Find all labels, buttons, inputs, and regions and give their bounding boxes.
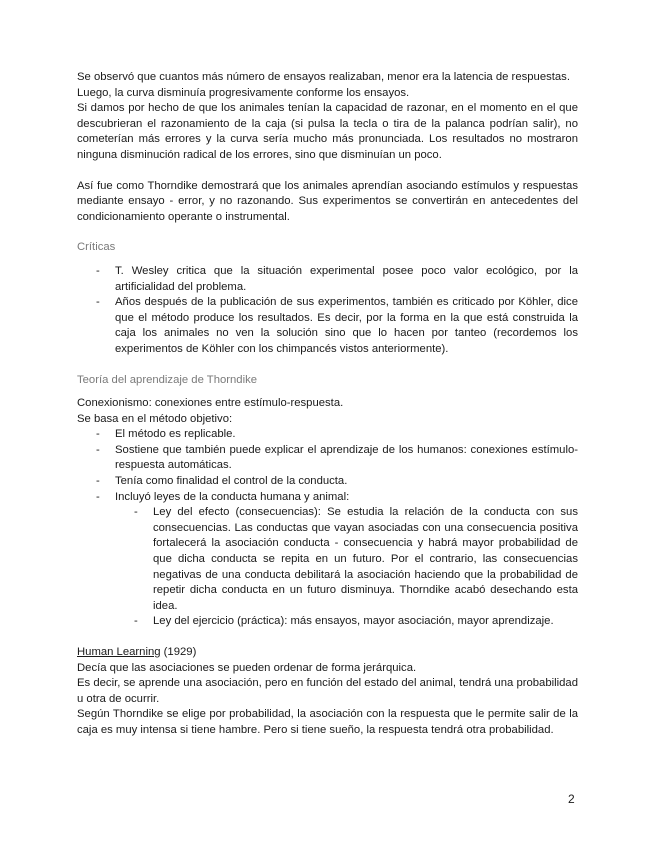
list-item: - El método es replicable.	[77, 427, 578, 443]
list-item-text: Incluyó leyes de la conducta humana y animal:	[115, 490, 350, 503]
sublist-item: - Ley del efecto (consecuencias): Se estudia la relación de la conducta con sus consecuencias. Las conductas que vayan asociadas con una consecuencia positiva fortalecerá la asociación conducta - consecuencia y habrá mayor probabilidad de que dicha conducta se repita en un futuro. Por el contrario, las consecuencias negativas de una conducta debilitará la asociación haciendo que la probabilidad de repetir dicha conducta en un futuro disminuya. Thorndike acabó desechando esta idea.	[115, 505, 578, 614]
human-learning-title: Human Learning	[77, 646, 161, 658]
human-learning-paragraph-2: Es decir, se aprende una asociación, pero en función del estado del animal, tendrá una probabilidad u otra de ocurrir.	[77, 677, 578, 705]
sublist-item: - Ley del ejercicio (práctica): más ensayos, mayor asociación, mayor aprendizaje.	[115, 614, 578, 630]
page-number: 2	[568, 792, 575, 806]
leyes-sublist	[115, 505, 578, 630]
teoria-heading: Teoría del aprendizaje de Thorndike	[77, 373, 258, 386]
teoria-line-2: Se basa en el método objetivo:	[77, 412, 233, 425]
list-item: - Sostiene que también puede explicar el aprendizaje de los humanos: conexiones estímulo-respuesta automáticas.	[77, 443, 578, 474]
intro-paragraph-2: Luego, la curva disminuía progresivamente conforme los ensayos.	[77, 86, 410, 99]
human-learning-year: (1929)	[160, 646, 197, 658]
intro-paragraph-1: Se observó que cuantos más número de ensayos realizaban, menor era la latencia de respuestas.	[77, 71, 570, 83]
human-learning-paragraph-1: Decía que las asociaciones se pueden ordenar de forma jerárquica.	[77, 661, 417, 674]
human-learning-title-line	[77, 645, 578, 661]
document-page	[77, 70, 578, 739]
intro-paragraph-3: Si damos por hecho de que los animales tenían la capacidad de razonar, en el momento en el que descubrieran el razonamiento de la caja (si pulsa la tecla o tira de la palanca podrían salir), no cometerían más errores y la curva sería mucho más pronunciada. Los resultados no mostraron ninguna disminución radical de los errores, sino que disminuían un poco.	[77, 102, 578, 161]
criticas-heading: Críticas	[77, 241, 116, 254]
teoria-line-1: Conexionismo: conexiones entre estímulo-respuesta.	[77, 397, 344, 410]
intro-paragraph-4: Así fue como Thorndike demostrará que los animales aprendían asociando estímulos y respuestas mediante ensayo - error, y no razonando. Sus experimentos se convertirán en antecedentes del condicionamiento operante o instrumental.	[77, 179, 578, 223]
list-item	[77, 490, 578, 630]
human-learning-paragraph-3: Según Thorndike se elige por probabilidad, la asociación con la respuesta que le permite salir de la caja es muy intensa si tiene hambre. Pero si tiene sueño, la respuesta tendrá otra probabilidad.	[77, 708, 578, 736]
list-item: - Tenía como finalidad el control de la conducta.	[77, 474, 578, 490]
teoria-list	[77, 427, 578, 630]
criticas-list	[77, 264, 578, 358]
list-item: - Años después de la publicación de sus experimentos, también es criticado por Köhler, dice que el método produce los resultados. Es decir, por la forma en la que está construida la caja los animales no ven la solución sino que lo hacen por tanteo (recordemos los experimentos de Köhler con los chimpancés vistos anteriormente).	[77, 295, 578, 357]
list-item: - T. Wesley critica que la situación experimental posee poco valor ecológico, por la artificialidad del problema.	[77, 264, 578, 295]
